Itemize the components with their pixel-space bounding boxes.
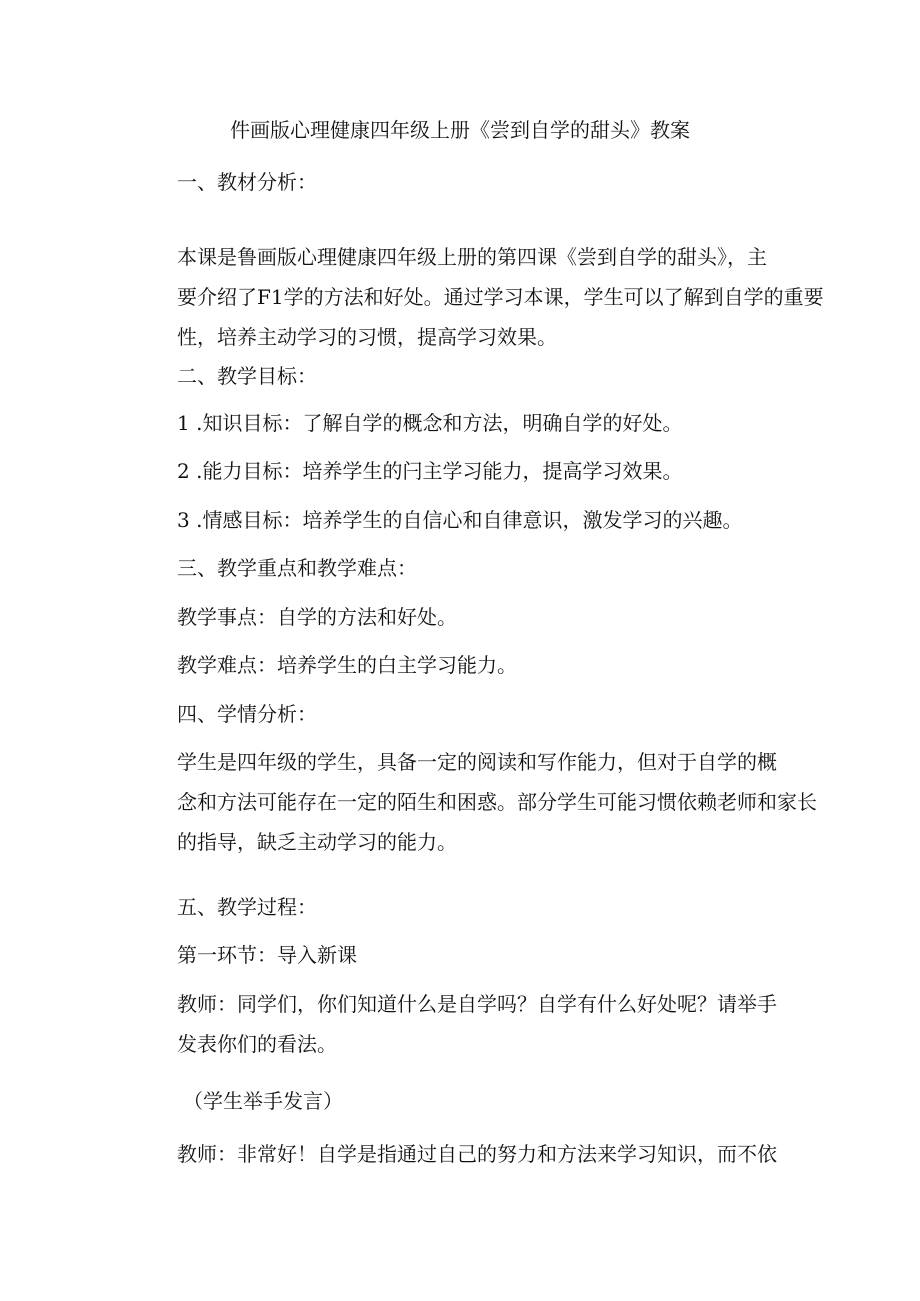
- paragraph-line: 本课是鲁画版心理健康四年级上册的第四课《尝到自学的甜头》，主: [177, 245, 767, 269]
- step-heading: 第一环节：导入新课: [177, 943, 357, 967]
- paragraph-line: 的指导，缺乏主动学习的能力。: [177, 830, 457, 854]
- section-heading-key-points: 三、教学重点和教学难点：: [177, 556, 417, 580]
- document-title: 件画版心理健康四年级上册《尝到自学的甜头》教案: [230, 118, 690, 142]
- key-point-item: 教学事点：自学的方法和好处。: [177, 605, 457, 629]
- section-heading-teaching-process: 五、教学过程：: [177, 895, 317, 919]
- section-heading-student-analysis: 四、学情分析：: [177, 702, 317, 726]
- dialogue-line: 发表你们的看法。: [177, 1032, 337, 1056]
- paragraph-line: 要介绍了F1学的方法和好处。通过学习本课，学生可以了解到自学的重要: [177, 285, 824, 309]
- student-analysis-paragraph: [177, 742, 817, 862]
- teacher-dialogue-1: [177, 984, 777, 1064]
- dialogue-line: 教师：同学们，你们知道什么是自学吗？自学有什么好处呢？请举手: [177, 992, 777, 1016]
- student-note: （学生举手发言）: [183, 1089, 343, 1113]
- paragraph-line: 性，培养主动学习的习惯，提高学习效果。: [177, 325, 557, 349]
- difficulty-item: 教学难点：培养学生的白主学习能力。: [177, 653, 517, 677]
- paragraph-line: 念和方法可能存在一定的陌生和困惑。部分学生可能习惯依赖老师和家长: [177, 790, 817, 814]
- teacher-dialogue-2: [177, 1134, 777, 1174]
- paragraph-line: 学生是四年级的学生，具备一定的阅读和写作能力，但对于自学的概: [177, 750, 777, 774]
- goal-item-knowledge: 1 .知识目标：了解自学的概念和方法，明确自学的好处。: [177, 411, 683, 435]
- section-heading-textbook-analysis: 一、教材分析：: [177, 170, 317, 194]
- section-heading-teaching-goals: 二、教学目标：: [177, 364, 317, 388]
- goal-item-emotion: 3 .情感目标：培养学生的自信心和自律意识，激发学习的兴趣。: [177, 508, 743, 532]
- goal-item-ability: 2 .能力目标：培养学生的闩主学习能力，提高学习效果。: [177, 459, 683, 483]
- dialogue-line: 教师：非常好！自学是指通过自己的努力和方法来学习知识，而不依: [177, 1142, 777, 1166]
- textbook-analysis-paragraph: [177, 237, 824, 357]
